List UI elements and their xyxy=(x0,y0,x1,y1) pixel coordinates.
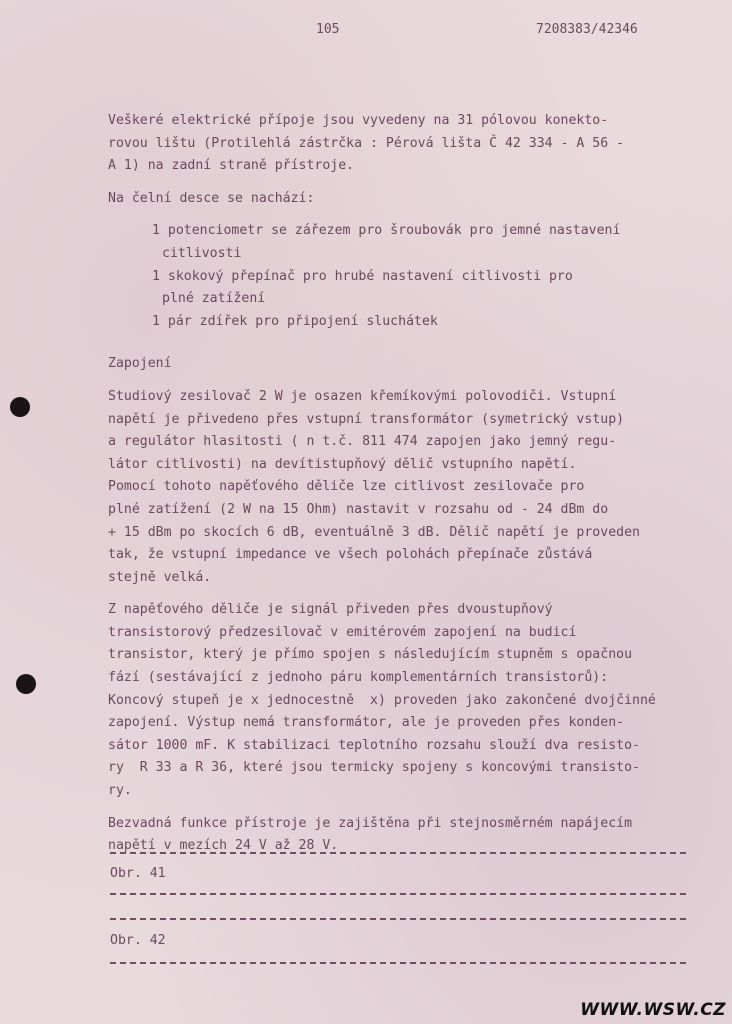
list-item: 1 potenciometr se zářezem pro šroubovák pro jemné nastavení xyxy=(152,223,621,239)
list-item: 1 pár zdířek pro připojení sluchátek xyxy=(152,313,438,329)
text-line: napětí je přivedeno přes vstupní transformátor (symetrický vstup) xyxy=(108,411,625,427)
text-line: napětí v mezích 24 V až 28 V. xyxy=(108,838,339,854)
punch-hole xyxy=(16,674,36,694)
document-reference: 7208383/42346 xyxy=(536,22,638,37)
text-line: rovou lištu (Protilehlá zástrčka : Pérová lišta Č 42 334 - A 56 - xyxy=(108,135,625,151)
page-number: 105 xyxy=(316,22,340,37)
dashed-rule xyxy=(110,893,686,895)
text-line: + 15 dBm po skocích 6 dB, eventuálně 3 dB. Dělič napětí je proveden xyxy=(108,524,640,540)
watermark: WWW.WSW.CZ xyxy=(580,1000,726,1020)
front-panel-intro: Na čelní desce se nachází: xyxy=(108,190,315,206)
text-line: Bezvadná funkce přístroje je zajištěna při stejnosměrném napájecím xyxy=(108,815,633,831)
text-line: zapojení. Výstup nemá transformátor, ale je proveden přes konden- xyxy=(108,715,625,731)
text-line: tak, že vstupní impedance ve všech polohách přepínače zůstává xyxy=(108,547,593,563)
figure-caption-41: Obr. 41 xyxy=(110,866,166,881)
list-item: 1 skokový přepínač pro hrubé nastavení citlivosti pro xyxy=(152,268,573,284)
figure-caption-42: Obr. 42 xyxy=(110,933,166,948)
text-line: látor citlivosti) na devítistupňový dělič vstupního napětí. xyxy=(108,456,577,472)
dashed-rule xyxy=(110,852,686,854)
body-text xyxy=(108,110,708,858)
section-heading: Zapojení xyxy=(108,356,172,372)
text-line: plné zatížení (2 W na 15 Ohm) nastavit v rozsahu od - 24 dBm do xyxy=(108,501,609,517)
dashed-rule xyxy=(110,962,686,964)
text-line: ry. xyxy=(108,783,132,799)
text-line: A 1) na zadní straně přístroje. xyxy=(108,158,355,174)
dashed-rule xyxy=(110,918,686,920)
text-line: stejně velká. xyxy=(108,569,212,585)
punch-hole xyxy=(10,397,30,417)
text-line: a regulátor hlasitosti ( n t.č. 811 474 zapojen jako jemný regu- xyxy=(108,434,617,450)
text-line: transistorový předzesilovač v emitérovém zapojení na budicí xyxy=(108,624,577,640)
text-line: fází (sestávající z jednoho páru komplementárních transistorů): xyxy=(108,670,609,686)
text-line: Z napěťového děliče je signál přiveden přes dvoustupňový xyxy=(108,602,553,618)
list-item-continued: plné zatížení xyxy=(162,291,266,307)
text-line: Pomocí tohoto napěťového děliče lze citlivost zesilovače pro xyxy=(108,479,585,495)
text-line: Veškeré elektrické přípoje jsou vyvedeny na 31 pólovou konekto- xyxy=(108,113,609,128)
text-line: ry R 33 a R 36, které jsou termicky spojeny s koncovými transisto- xyxy=(108,760,640,776)
text-line: Studiový zesilovač 2 W je osazen křemíkovými polovodiči. Vstupní xyxy=(108,388,617,404)
list-item-continued: citlivosti xyxy=(162,245,242,261)
text-line: Koncový stupeň je x jednocestně x) proveden jako zakončené dvojčinné xyxy=(108,692,656,708)
text-line: transistor, který je přímo spojen s následujícím stupněm s opačnou xyxy=(108,647,633,663)
text-line: sátor 1000 mF. K stabilizaci teplotního rozsahu slouží dva resisto- xyxy=(108,737,640,753)
